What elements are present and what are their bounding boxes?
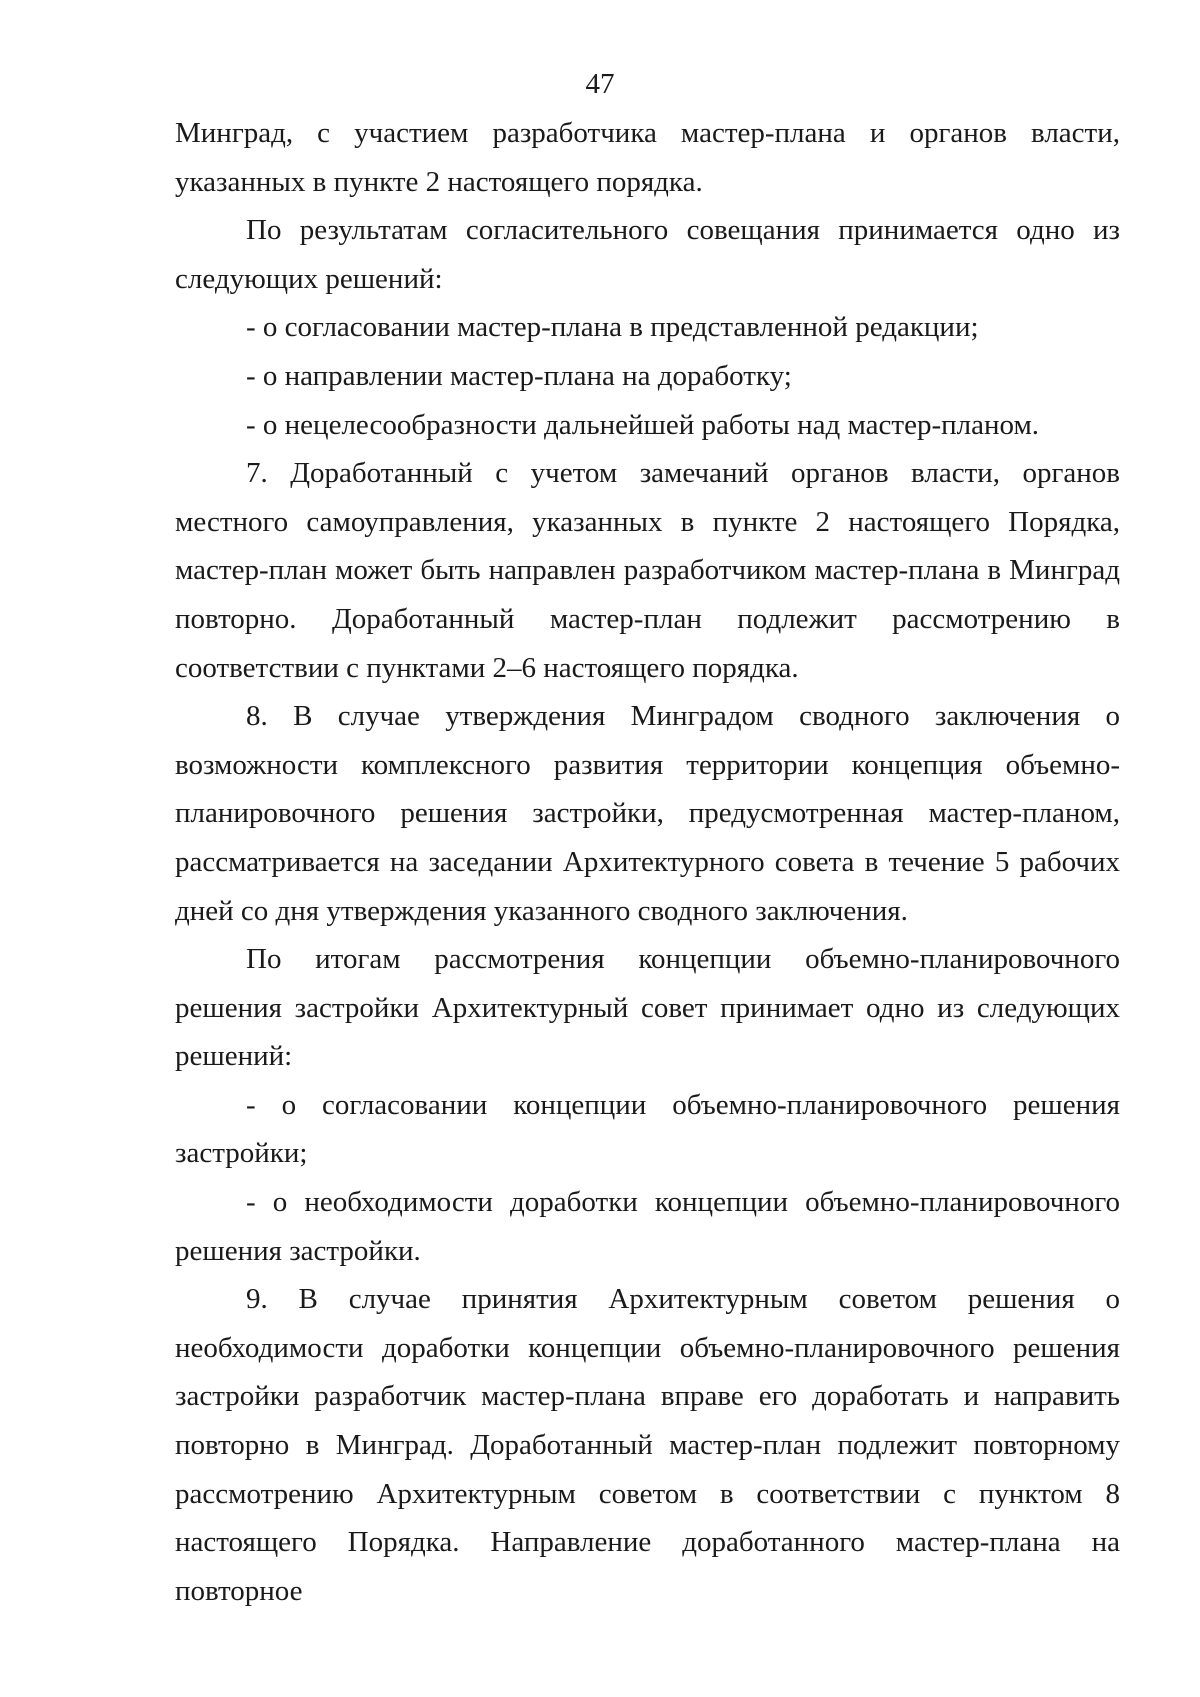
list-item-concept-revision: - о необходимости доработки концепции объемно-планировочного решения застройки.	[175, 1186, 1120, 1267]
paragraph-continuation: Минград, с участием разработчика мастер-плана и органов власти, указанных в пункте 2 настоящего порядка.	[175, 117, 1120, 198]
list-item-approval: - о согласовании мастер-плана в представленной редакции;	[246, 311, 979, 344]
paragraph-item-9: 9. В случае принятия Архитектурным советом решения о необходимости доработки концепции объемно-планировочного решения застройки разработчик мастер-плана вправе его доработать и направить повторно в Минград. Доработанный мастер-план подлежит повторному рассмотрению Архитектурным советом в соответствии с пунктом 8 настоящего Порядка. Направление доработанного мастер-плана на повторное	[175, 1283, 1120, 1607]
paragraph-item-8: 8. В случае утверждения Минградом сводного заключения о возможности комплексного развития территории концепция объемно-планировочного решения застройки, предусмотренная мастер-планом, рассматривается на заседании Архитектурного совета в течение 5 рабочих дней со дня утверждения указанного сводного заключения.	[175, 700, 1120, 927]
paragraph-meeting-results: По результатам согласительного совещания принимается одно из следующих решений:	[175, 214, 1120, 295]
paragraph-council-decisions: По итогам рассмотрения концепции объемно-планировочного решения застройки Архитектурный совет принимает одно из следующих решений:	[175, 943, 1120, 1073]
list-item-revision: - о направлении мастер-плана на доработку;	[246, 359, 792, 392]
paragraph-item-7: 7. Доработанный с учетом замечаний органов власти, органов местного самоуправления, указанных в пункте 2 настоящего Порядка, мастер-план может быть направлен разработчиком мастер-плана в Минград повторно. Доработанный мастер-план подлежит рассмотрению в соответствии с пунктами 2–6 настоящего порядка.	[175, 457, 1120, 684]
list-item-concept-approval: - о согласовании концепции объемно-планировочного решения застройки;	[175, 1088, 1120, 1170]
document-body	[175, 109, 1120, 1615]
list-item-inexpedience: - о нецелесообразности дальнейшей работы над мастер-планом.	[246, 408, 1040, 441]
page-number: 47	[585, 68, 615, 100]
